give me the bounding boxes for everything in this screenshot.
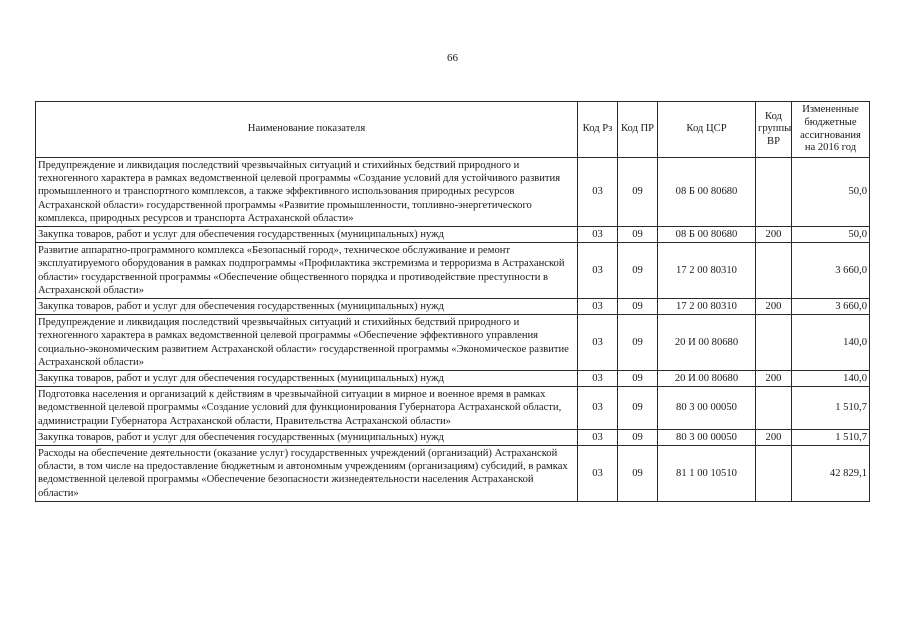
budget-table: [35, 101, 870, 502]
row-vr: [756, 387, 792, 430]
row-vr: 200: [756, 429, 792, 445]
row-vr: [756, 315, 792, 371]
table-row: [36, 429, 870, 445]
table-row: [36, 158, 870, 227]
row-csr: 81 1 00 10510: [658, 446, 756, 502]
row-rz: 03: [578, 158, 618, 227]
row-amount: 1 510,7: [792, 429, 870, 445]
header-csr: Код ЦСР: [658, 102, 756, 158]
row-amount: 3 660,0: [792, 243, 870, 299]
table-body: [36, 158, 870, 502]
row-amount: 42 829,1: [792, 446, 870, 502]
row-amount: 140,0: [792, 315, 870, 371]
row-name: Закупка товаров, работ и услуг для обеспечения государственных (муниципальных) нужд: [36, 299, 578, 315]
row-amount: 3 660,0: [792, 299, 870, 315]
row-vr: [756, 158, 792, 227]
row-rz: 03: [578, 315, 618, 371]
row-csr: 08 Б 00 80680: [658, 227, 756, 243]
row-csr: 17 2 00 80310: [658, 243, 756, 299]
row-rz: 03: [578, 227, 618, 243]
row-pr: 09: [618, 158, 658, 227]
table-row: [36, 243, 870, 299]
row-rz: 03: [578, 387, 618, 430]
row-rz: 03: [578, 371, 618, 387]
row-csr: 80 3 00 00050: [658, 429, 756, 445]
row-name: Закупка товаров, работ и услуг для обеспечения государственных (муниципальных) нужд: [36, 227, 578, 243]
table-row: [36, 387, 870, 430]
row-amount: 50,0: [792, 227, 870, 243]
row-name: Закупка товаров, работ и услуг для обеспечения государственных (муниципальных) нужд: [36, 371, 578, 387]
row-rz: 03: [578, 429, 618, 445]
row-pr: 09: [618, 387, 658, 430]
row-name: Предупреждение и ликвидация последствий чрезвычайных ситуаций и стихийных бедствий природного и техногенного характера в рамках ведомственной целевой программы «Создание условий для устойчивого развития промышленного и транспортного комплексов, а также эффективного использования природных ресурсов Астраханской области» государственной программы «Развитие промышленности, топливно-энергетического комплекса, природных ресурсов и транспорта Астраханской области»: [36, 158, 578, 227]
table-row: [36, 299, 870, 315]
row-amount: 140,0: [792, 371, 870, 387]
header-pr: Код ПР: [618, 102, 658, 158]
row-pr: 09: [618, 243, 658, 299]
row-name: Расходы на обеспечение деятельности (оказание услуг) государственных учреждений (организаций) Астраханской области, в том числе на предоставление бюджетным и автономным учреждениям (организациям) субсидий, в рамках ведомственной целевой программы «Обеспечение безопасности жизнедеятельности населения Астраханской области»: [36, 446, 578, 502]
row-vr: 200: [756, 227, 792, 243]
row-csr: 17 2 00 80310: [658, 299, 756, 315]
header-vr: Код группы ВР: [756, 102, 792, 158]
row-csr: 20 И 00 80680: [658, 371, 756, 387]
row-name: Предупреждение и ликвидация последствий чрезвычайных ситуаций и стихийных бедствий природного и техногенного характера в рамках ведомственной целевой программы «Обеспечение эффективного управления социально-экономическим развитием Астраханской области» государственной программы «Экономическое развитие Астраханской области»: [36, 315, 578, 371]
row-vr: 200: [756, 371, 792, 387]
row-pr: 09: [618, 446, 658, 502]
header-name: Наименование показателя: [36, 102, 578, 158]
row-csr: 20 И 00 80680: [658, 315, 756, 371]
table-row: [36, 446, 870, 502]
row-name: Развитие аппаратно-программного комплекса «Безопасный город», техническое обслуживание и ремонт эксплуатируемого оборудования в рамках подпрограммы «Профилактика экстремизма и терроризма в Астраханской области» государственной программы «Обеспечение общественного порядка и противодействие преступности в Астраханской области»: [36, 243, 578, 299]
row-vr: [756, 243, 792, 299]
table-row: [36, 315, 870, 371]
row-vr: 200: [756, 299, 792, 315]
row-csr: 80 3 00 00050: [658, 387, 756, 430]
header-rz: Код Рз: [578, 102, 618, 158]
row-rz: 03: [578, 446, 618, 502]
row-pr: 09: [618, 227, 658, 243]
row-rz: 03: [578, 299, 618, 315]
page-number: 66: [447, 52, 458, 64]
row-pr: 09: [618, 429, 658, 445]
row-vr: [756, 446, 792, 502]
header-amount: Измененные бюджетные ассигнования на 2016 год: [792, 102, 870, 158]
row-rz: 03: [578, 243, 618, 299]
table-row: [36, 371, 870, 387]
row-amount: 50,0: [792, 158, 870, 227]
row-pr: 09: [618, 299, 658, 315]
row-pr: 09: [618, 371, 658, 387]
table-header: [36, 102, 870, 158]
row-csr: 08 Б 00 80680: [658, 158, 756, 227]
row-name: Закупка товаров, работ и услуг для обеспечения государственных (муниципальных) нужд: [36, 429, 578, 445]
row-name: Подготовка населения и организаций к действиям в чрезвычайной ситуации в мирное и военное время в рамках ведомственной целевой программы «Создание условий для функционирования Губернатора Астраханской области, администрации Губернатора Астраханской области, Правительства Астраханской области»: [36, 387, 578, 430]
row-pr: 09: [618, 315, 658, 371]
table-row: [36, 227, 870, 243]
row-amount: 1 510,7: [792, 387, 870, 430]
